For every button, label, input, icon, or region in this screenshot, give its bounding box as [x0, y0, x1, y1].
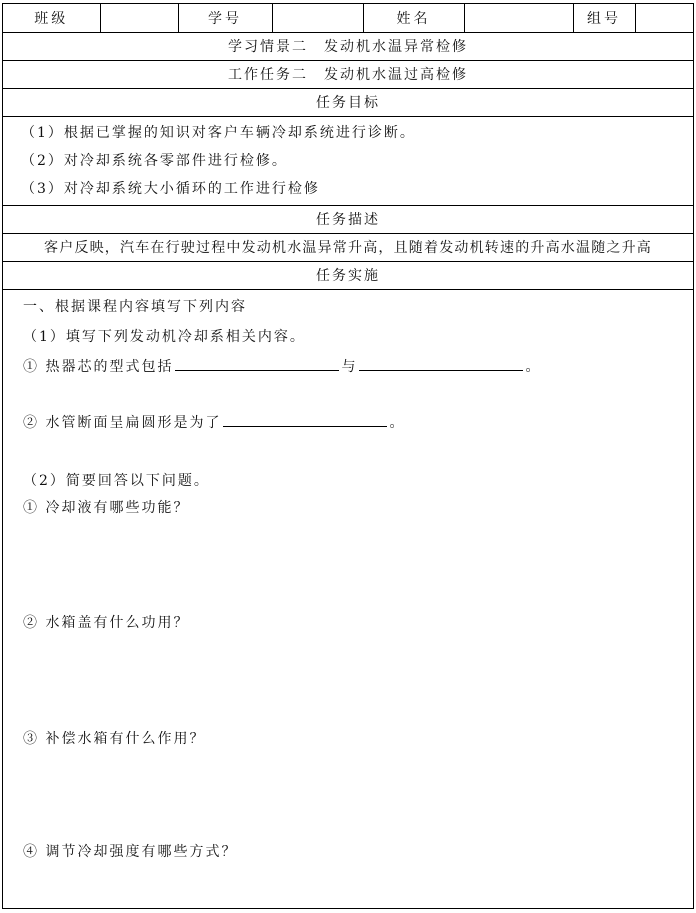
student-id-field[interactable] — [272, 4, 363, 32]
description-text: 客户反映，汽车在行驶过程中发动机水温异常升高，且随着发动机转速的升高水温随之升高 — [3, 233, 693, 261]
question-6: ④ 调节冷却强度有哪些方式？ — [23, 844, 238, 860]
group-label: 组号 — [573, 4, 635, 32]
part-heading: （1）填写下列发动机冷却系相关内容。 — [23, 329, 306, 345]
goal-item: （3）对冷却系统大小循环的工作进行检修 — [21, 181, 320, 197]
group-field[interactable] — [635, 4, 695, 32]
question-4: ② 水箱盖有什么功用？ — [23, 615, 190, 631]
question-1-joiner: 与 — [341, 359, 358, 375]
question-1-end: 。 — [525, 359, 542, 375]
question-2 — [23, 412, 405, 432]
question-1-text: ① 热器芯的型式包括 — [23, 359, 174, 375]
task-title: 工作任务二 发动机水温过高检修 — [3, 60, 693, 88]
goal-item: （1）根据已掌握的知识对客户车辆冷却系统进行诊断。 — [21, 125, 416, 141]
answer-blank-3[interactable] — [223, 412, 387, 427]
part-heading: （2）简要回答以下问题。 — [23, 473, 210, 489]
name-label: 姓名 — [363, 4, 464, 32]
implementation-body — [3, 289, 693, 903]
question-3: ① 冷却液有哪些功能？ — [23, 500, 190, 516]
answer-blank-1[interactable] — [175, 356, 339, 371]
class-label: 班级 — [3, 4, 100, 32]
worksheet — [2, 3, 694, 909]
class-field[interactable] — [100, 4, 178, 32]
scenario-title: 学习情景二 发动机水温异常检修 — [3, 32, 693, 60]
question-2-text: ② 水管断面呈扁圆形是为了 — [23, 415, 222, 431]
section-heading: 一、根据课程内容填写下列内容 — [23, 299, 247, 315]
answer-blank-2[interactable] — [359, 356, 523, 371]
goals-list — [3, 116, 693, 205]
student-info-table — [3, 4, 695, 32]
question-1 — [23, 356, 541, 376]
goal-item: （2）对冷却系统各零部件进行检修。 — [21, 153, 288, 169]
name-field[interactable] — [464, 4, 573, 32]
description-heading: 任务描述 — [3, 205, 693, 233]
student-id-label: 学号 — [178, 4, 272, 32]
question-2-end: 。 — [389, 415, 406, 431]
implementation-heading: 任务实施 — [3, 261, 693, 289]
question-5: ③ 补偿水箱有什么作用？ — [23, 731, 206, 747]
goals-heading: 任务目标 — [3, 88, 693, 116]
